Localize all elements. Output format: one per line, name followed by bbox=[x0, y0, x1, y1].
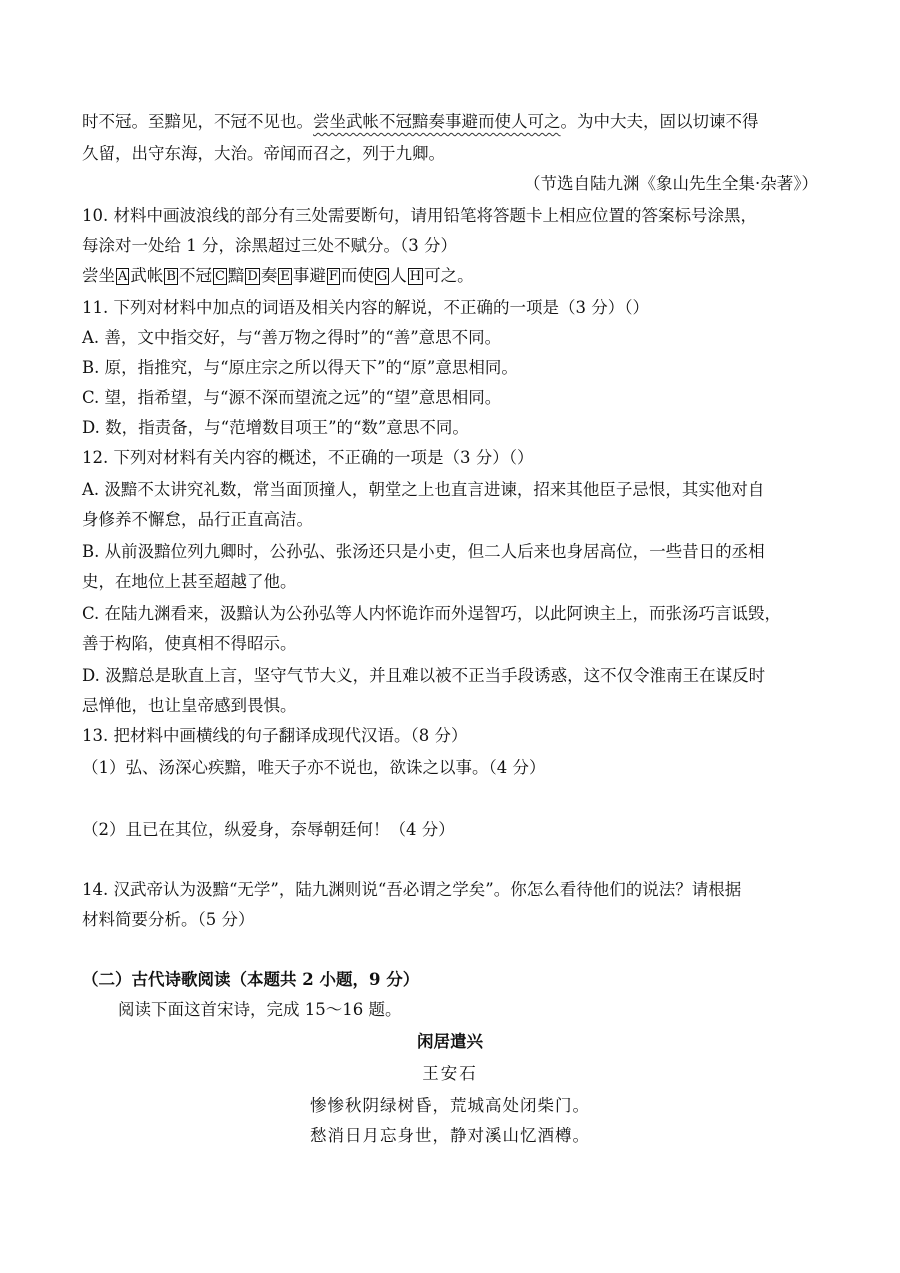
q14-stem-line-1: 14. 汉武帝认为汲黯“无学”，陆九渊则说“吾必谓之学矣”。你怎么看待他们的说法？请根据 bbox=[82, 880, 742, 899]
segment: 奏 bbox=[260, 266, 278, 285]
q12-option-d-line-1: D. 汲黯总是耿直上言，坚守气节大义，并且难以被不正当手段诱惑，这不仅令淮南王在谋反时 bbox=[82, 666, 766, 685]
q12-option-b-line-1: B. 从前汲黯位列九卿时，公孙弘、张汤还只是小吏，但二人后来也身居高位，一些昔日的丞相 bbox=[82, 542, 765, 561]
q11-option-b: B. 原，指推究，与“原庄宗之所以得天下”的“原”意思相同。 bbox=[82, 358, 518, 377]
passage-source: （节选自陆九渊《象山先生全集·杂著》） bbox=[524, 174, 818, 193]
passage-text: 。为中大夫，固以切谏不得 bbox=[560, 112, 759, 131]
passage-text: 时不冠。至黯见，不冠不见也。 bbox=[82, 112, 313, 131]
segment: 人 bbox=[390, 266, 407, 285]
wavy-underlined-sentence: 尝坐武帐不冠黯奏事避而使人可之 bbox=[313, 112, 561, 131]
q12-option-d-line-2: 忌惮他，也让皇帝感到畏惧。 bbox=[82, 696, 297, 715]
segment: 尝坐 bbox=[82, 266, 115, 285]
q11-option-c: C. 望，指希望，与“源不深而望流之远”的“望”意思相同。 bbox=[82, 388, 502, 407]
q12-option-b-line-2: 史，在地位上甚至超越了他。 bbox=[82, 572, 297, 591]
q12-stem: 12. 下列对材料有关内容的概述，不正确的一项是（3 分）（） bbox=[82, 448, 534, 467]
answer-box-h[interactable]: H bbox=[409, 269, 422, 284]
poem-author: 王安石 bbox=[422, 1064, 478, 1083]
q11-option-d: D. 数，指责备，与“范增数目项王”的“数”意思不同。 bbox=[82, 418, 469, 437]
q12-option-a-line-2: 身修养不懈怠，品行正直高洁。 bbox=[82, 510, 313, 529]
segment: 可之。 bbox=[424, 266, 474, 285]
answer-box-a[interactable]: A bbox=[118, 269, 128, 284]
segment: 而使 bbox=[340, 266, 374, 285]
q14-stem-line-2: 材料简要分析。（5 分） bbox=[82, 910, 255, 929]
answer-box-g[interactable]: G bbox=[376, 269, 388, 284]
poem-line-1: 惨惨秋阴绿树昏，荒城高处闭柴门。 bbox=[310, 1096, 590, 1115]
section-intro: 阅读下面这首宋诗，完成 15～16 题。 bbox=[118, 1000, 402, 1019]
q10-answer-choices bbox=[82, 264, 474, 288]
q10-stem-line-1: 10. 材料中画波浪线的部分有三处需要断句，请用铅笔将答题卡上相应位置的答案标号涂黑， bbox=[82, 206, 757, 225]
poem-title: 闲居遣兴 bbox=[417, 1032, 483, 1051]
q13-stem: 13. 把材料中画横线的句子翻译成现代汉语。（8 分） bbox=[82, 726, 468, 745]
section-heading: （二）古代诗歌阅读（本题共 2 小题，9 分） bbox=[82, 970, 420, 989]
segment: 武帐 bbox=[130, 266, 164, 285]
q13-sentence-1: （1）弘、汤深心疾黯，唯天子亦不说也，欲诛之以事。（4 分） bbox=[82, 758, 546, 777]
answer-box-d[interactable]: D bbox=[247, 269, 258, 284]
answer-box-c[interactable]: C bbox=[214, 269, 225, 284]
q11-option-a: A. 善，文中指交好，与“善万物之得时”的“善”意思不同。 bbox=[82, 328, 502, 347]
passage-line-1 bbox=[82, 110, 759, 134]
q13-sentence-2: （2）且已在其位，纵爱身，奈辱朝廷何！（4 分） bbox=[82, 820, 455, 839]
segment: 黯 bbox=[227, 266, 245, 285]
q10-stem-line-2: 每涂对一处给 1 分，涂黑超过三处不赋分。（3 分） bbox=[82, 236, 457, 255]
answer-box-b[interactable]: B bbox=[166, 269, 176, 284]
segment: 不冠 bbox=[178, 266, 212, 285]
passage-line-2: 久留，出守东海，大治。帝闻而召之，列于九卿。 bbox=[82, 144, 445, 163]
answer-box-e[interactable]: E bbox=[280, 269, 290, 284]
answer-box-f[interactable]: F bbox=[328, 269, 338, 284]
q11-stem: 11. 下列对材料中加点的词语及相关内容的解说，不正确的一项是（3 分）（） bbox=[82, 298, 649, 317]
q12-option-c-line-2: 善于构陷，使真相不得昭示。 bbox=[82, 634, 297, 653]
q12-option-c-line-1: C. 在陆九渊看来，汲黯认为公孙弘等人内怀诡诈而外逞智巧，以此阿谀主上，而张汤巧言诋毁， bbox=[82, 604, 782, 623]
poem-line-2: 愁消日月忘身世，静对溪山忆酒樽。 bbox=[310, 1126, 590, 1145]
segment: 事避 bbox=[292, 266, 326, 285]
q12-option-a-line-1: A. 汲黯不太讲究礼数，常当面顶撞人，朝堂之上也直言进谏，招来其他臣子忌恨，其实他对自 bbox=[82, 480, 765, 499]
